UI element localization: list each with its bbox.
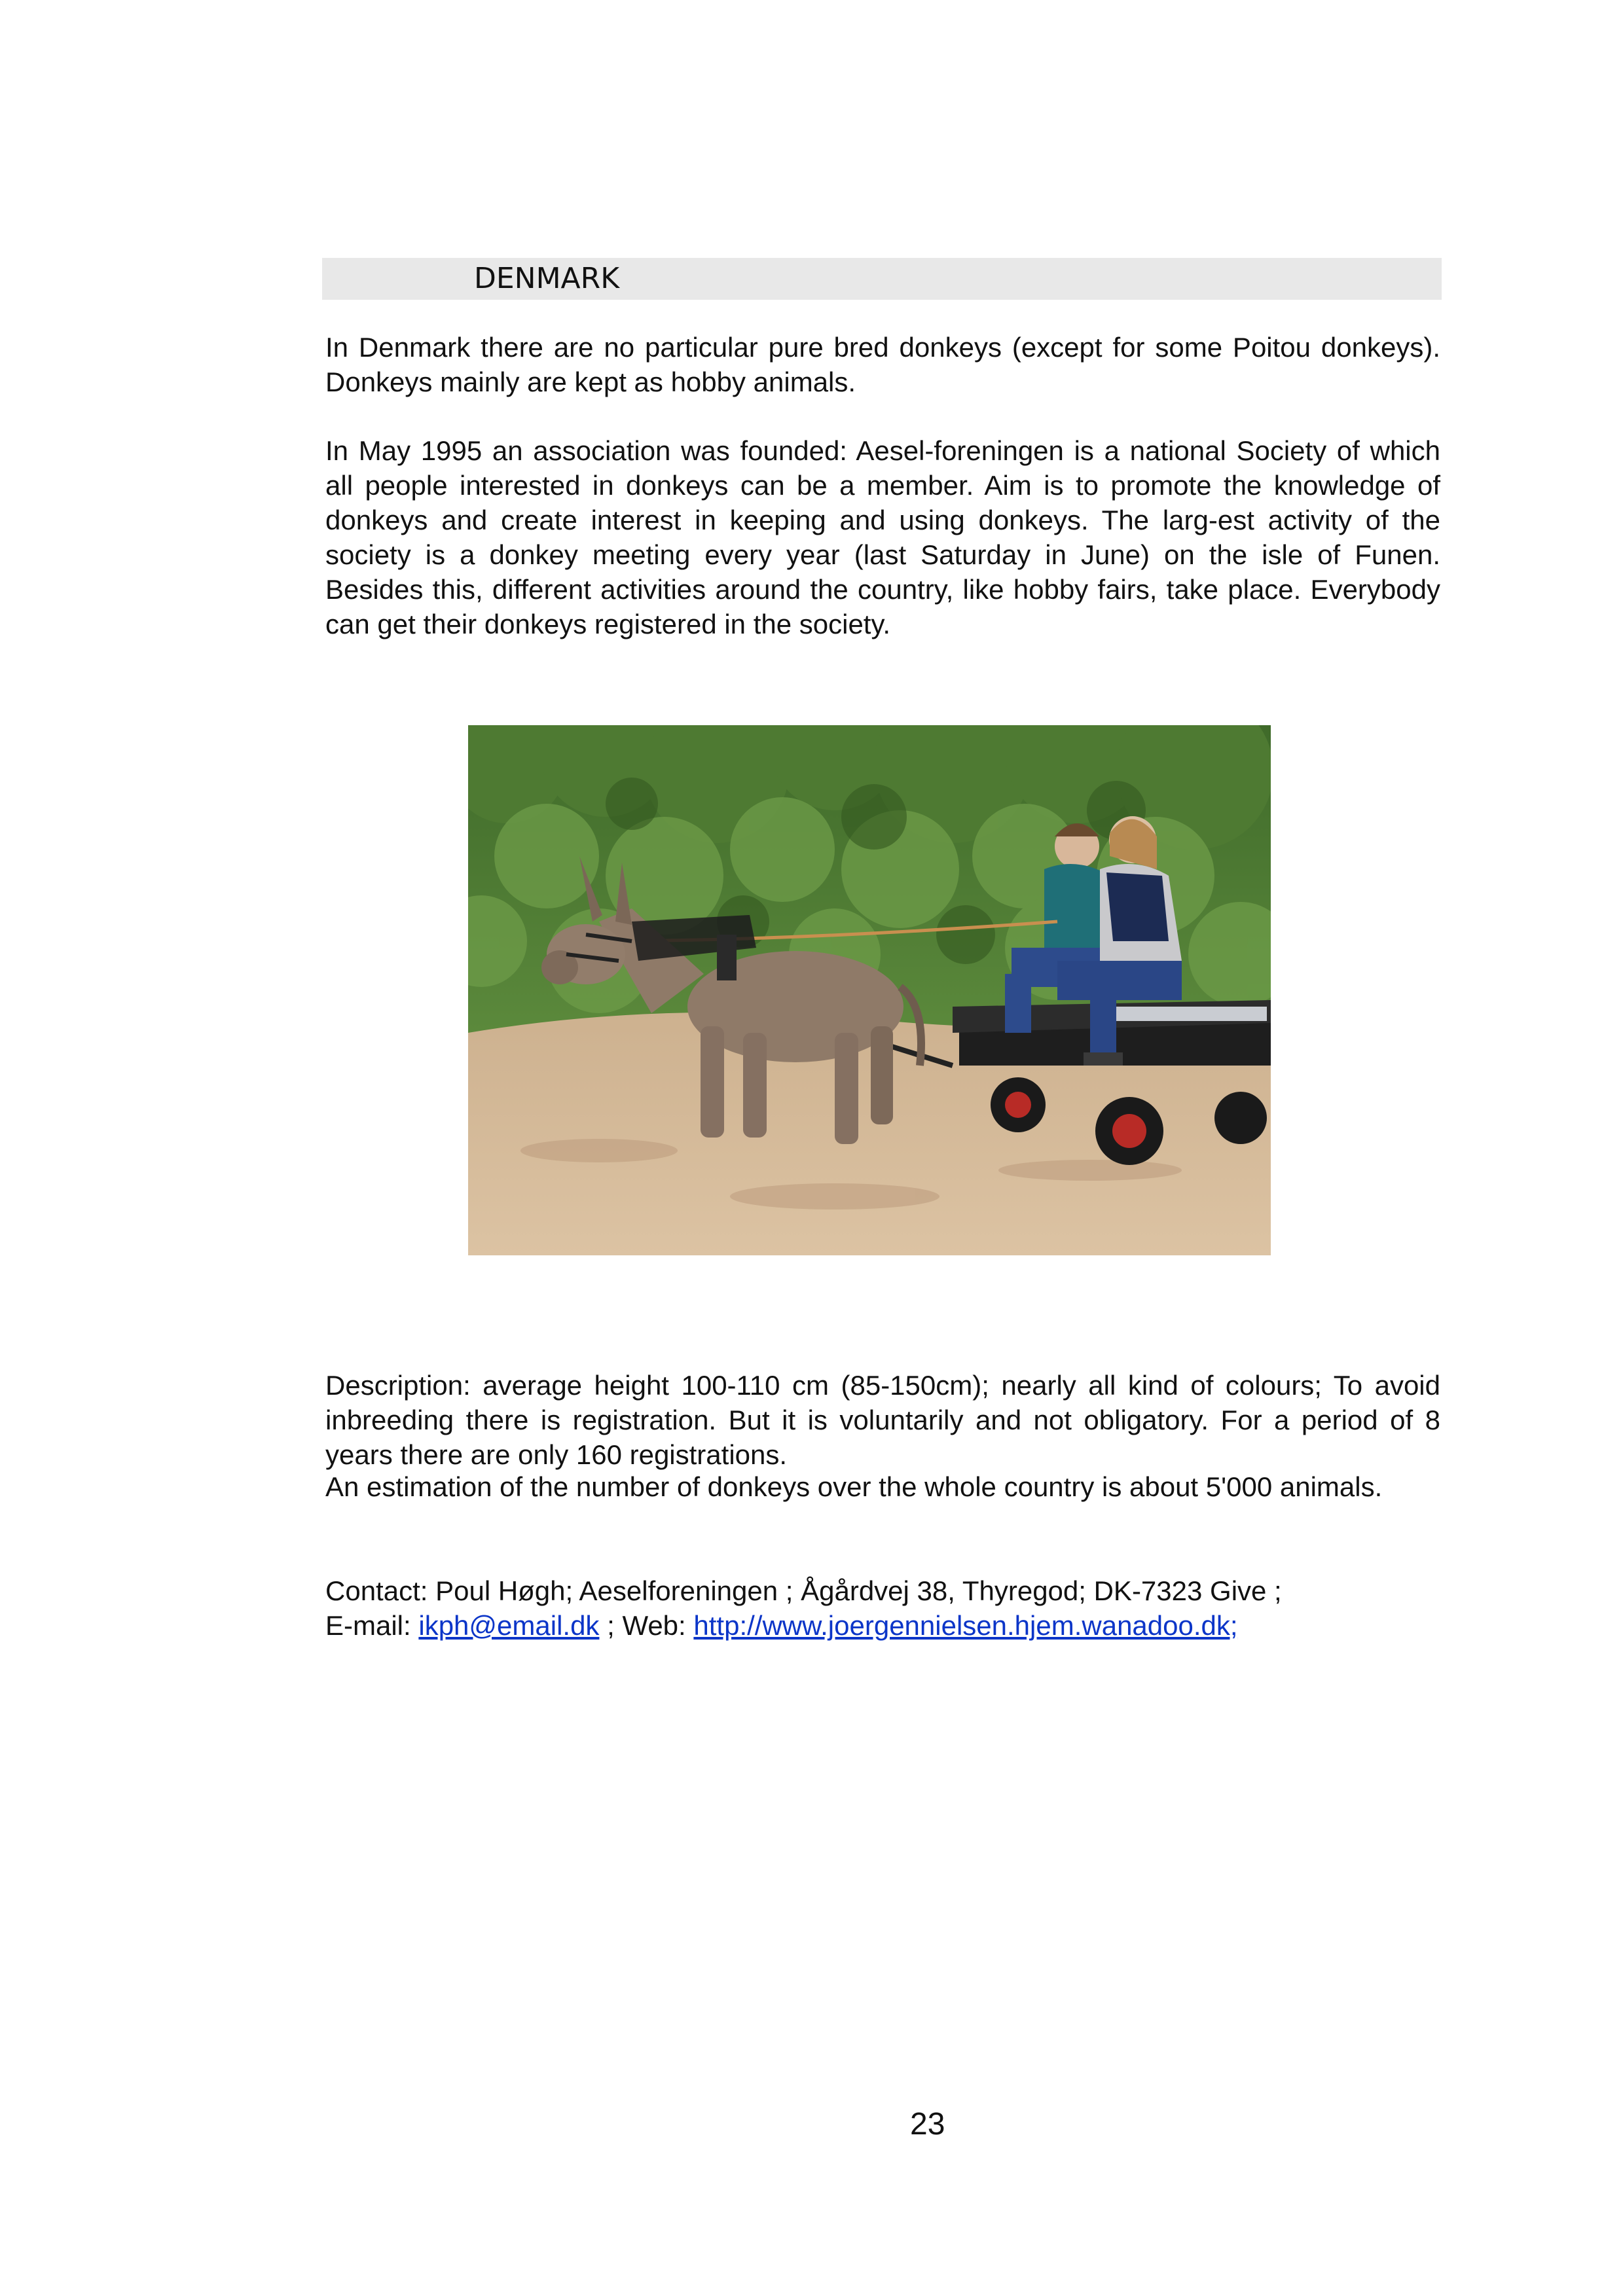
estimation-paragraph: An estimation of the number of donkeys over the whole country is about 5'000 animals. (325, 1471, 1383, 1502)
page-number: 23 (910, 2107, 945, 2142)
web-label: ; Web: (599, 1610, 694, 1641)
contact-block (325, 1573, 1440, 1643)
contact-links-line (325, 1608, 1440, 1643)
web-link[interactable]: http://www.joergennielsen.hjem.wanadoo.dk; (693, 1610, 1238, 1641)
association-paragraph: In May 1995 an association was founded: Aesel-foreningen is a national Society of which all people interested in donkeys can be a member. Aim is to promote the knowledge of donkeys and create interest in keeping and using donkeys. The larg-est activity of the society is a donkey meeting every year (last Saturday in June) on the isle of Funen. Besides this, different activities around the country, like hobby fairs, take place. Everybody can get their donkeys registered in the society. (325, 435, 1440, 639)
donkey-cart-photo (468, 725, 1271, 1255)
email-label: E-mail: (325, 1610, 419, 1641)
contact-address: Contact: Poul Høgh; Aeselforeningen ; Ågårdvej 38, Thyregod; DK-7323 Give ; (325, 1575, 1282, 1606)
email-link[interactable]: ikph@email.dk (418, 1610, 600, 1641)
intro-paragraph: In Denmark there are no particular pure bred donkeys (except for some Poitou donkeys). Donkeys mainly are kept as hobby animals. (325, 332, 1440, 397)
section-heading-bar (322, 258, 1442, 300)
section-title: DENMARK (474, 262, 620, 295)
description-paragraph: Description: average height 100-110 cm (85-150cm); nearly all kind of colours; To avoid inbreeding there is registration. But it is voluntarily and not obligatory. For a period of 8 years there are only 160 registrations. (325, 1370, 1440, 1470)
